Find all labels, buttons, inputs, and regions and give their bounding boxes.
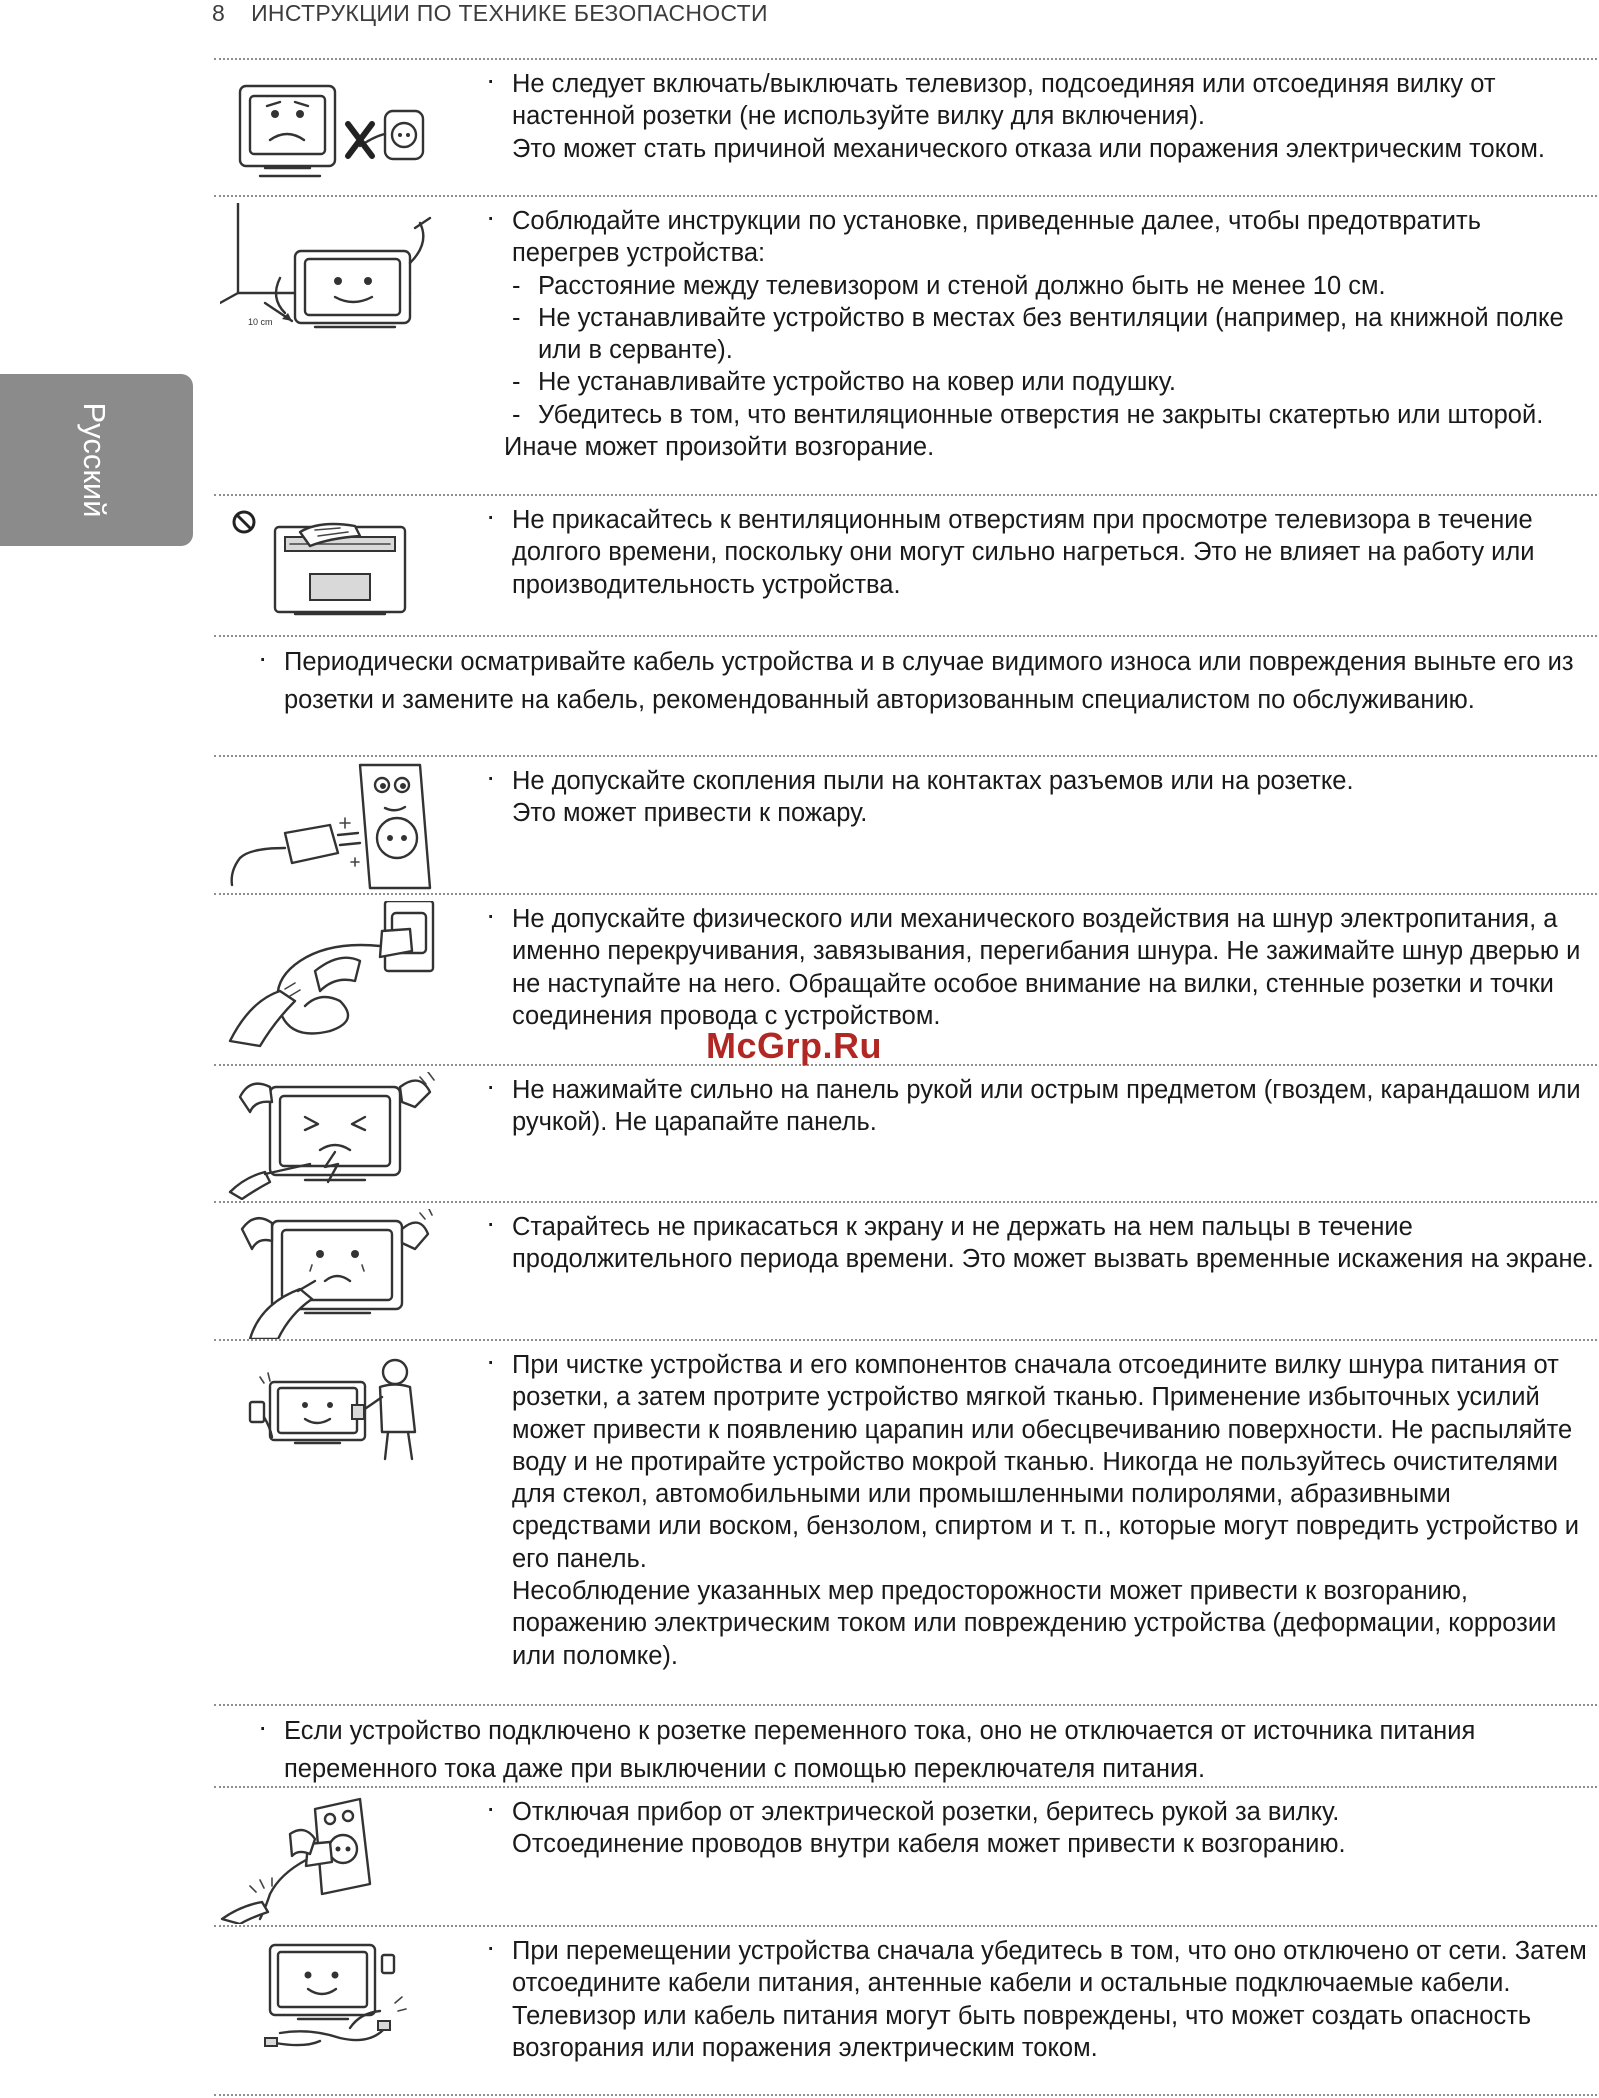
distance-label: 10 cm (248, 317, 273, 327)
warning-list-item: - Убедитесь в том, что вентиляционные отверстия не закрыты скатертью или шторой. (482, 399, 1594, 431)
safety-item-moving (214, 1927, 1597, 2094)
language-tab-label: Русский (77, 402, 112, 518)
safety-item-unplug-grip (214, 1788, 1597, 1925)
safety-item-dust (214, 757, 1597, 893)
warning-text: · При перемещении устройства сначала убедитесь в том, что оно отключено от сети. Затем отсоедините кабели питания, антенные кабели и остальные подключаемые кабели. (482, 1935, 1594, 2000)
tv-plug-warning-illustration (220, 66, 440, 191)
safety-item-ventilation-install (214, 197, 1597, 494)
cord-twisting-illustration (220, 901, 440, 1051)
watermark: McGrp.Ru (706, 1025, 883, 1066)
safety-item-cord-damage (214, 895, 1597, 1064)
warning-text: · Не допускайте скопления пыли на контактах разъемов или на розетке. (482, 765, 1594, 797)
warning-text: · Отключая прибор от электрической розетки, беритесь рукой за вилку. (482, 1796, 1594, 1828)
page-number: 8 (212, 0, 226, 26)
page-header (212, 0, 768, 30)
dusty-outlet-illustration (220, 763, 440, 891)
warning-list-item: - Расстояние между телевизором и стеной должно быть не менее 10 см. (482, 270, 1594, 302)
safety-item-vent-touch (214, 496, 1597, 635)
safety-item-screen-touch (214, 1203, 1597, 1339)
warning-text: · Не прикасайтесь к вентиляционным отверстиям при просмотре телевизора в течение долгого времени, поскольку они могут сильно нагреться. Это не влияет на работу или производительность устройства. (482, 504, 1594, 601)
safety-item-cleaning (214, 1341, 1597, 1704)
cleaning-tv-illustration (220, 1347, 440, 1462)
warning-text: Отсоединение проводов внутри кабеля может привести к возгоранию. (512, 1830, 1346, 1859)
warning-text: · Не допускайте физического или механического воздействия на шнур электропитания, а именно перекручивания, завязывания, перегибания шнура. Не зажимайте шнур дверью и не наступайте на него. Обращайте особое внимание на вилки, стенные розетки и точки соединения провода с устройством. (482, 903, 1594, 1032)
warning-text: Это может стать причиной механического отказа или поражения электрическим током. (512, 134, 1545, 163)
warning-text: Иначе может произойти возгорание. (504, 433, 935, 462)
vent-no-touch-illustration (220, 502, 440, 627)
safety-item-ac-power (214, 1706, 1597, 1786)
warning-list-item: - Не устанавливайте устройство в местах без вентиляции (например, на книжной полке или в серванте). (482, 302, 1594, 367)
warning-text: · Периодически осматривайте кабель устройства и в случае видимого износа или повреждения выньте его из розетки и замените на кабель, рекомендованный авторизованным специалистом по обслуживанию. (254, 643, 1594, 719)
finger-on-screen-illustration (220, 1209, 440, 1339)
tv-wall-distance-illustration (220, 203, 440, 343)
warning-text: · При чистке устройства и его компонентов сначала отсоедините вилку шнура питания от розетки, а затем протрите устройство мягкой тканью. Применение избыточных усилий может привести к появлению царапин или обесцвечиванию поверхности. Не распыляйте воду и не протирайте устройство мокрой тканью. Никогда не пользуйтесь очистителями для стекол, автомобильными или промышленными полиролями, абразивными средствами или воском, бензолом, спиртом и т. п., которые могут повредить устройство и его панель. (482, 1349, 1594, 1575)
panel-scratch-illustration (220, 1072, 440, 1200)
warning-text: · Не следует включать/выключать телевизор, подсоединяя или отсоединяя вилку от настенной розетки (не используйте вилку для включения). (482, 68, 1594, 133)
warning-text: Несоблюдение указанных мер предосторожности может привести к возгоранию, поражению электрическим током или повреждению устройства (деформации, коррозии или поломке). (512, 1577, 1557, 1670)
warning-text: · Старайтесь не прикасаться к экрану и не держать на нем пальцы в течение продолжительного периода времени. Это может вызвать временные искажения на экране. (482, 1211, 1594, 1276)
warning-text: · Если устройство подключено к розетке переменного тока, оно не отключается от источника питания переменного тока даже при выключении с помощью переключателя питания. (254, 1712, 1594, 1788)
language-tab (0, 374, 193, 546)
safety-item-cable-inspect (214, 637, 1597, 755)
warning-text: Это может привести к пожару. (512, 799, 868, 828)
divider (214, 2094, 1597, 2096)
unplug-by-plug-illustration (220, 1794, 440, 1924)
page-title: ИНСТРУКЦИИ ПО ТЕХНИКЕ БЕЗОПАСНОСТИ (251, 0, 768, 26)
warning-list-item: - Не устанавливайте устройство на ковер или подушку. (482, 366, 1594, 398)
safety-item-plug-switch (214, 60, 1597, 195)
disconnect-cables-illustration (220, 1933, 440, 2053)
warning-text: · Не нажимайте сильно на панель рукой или острым предметом (гвоздем, карандашом или ручкой). Не царапайте панель. (482, 1074, 1594, 1139)
safety-item-panel-press (214, 1066, 1597, 1201)
warning-text: · Соблюдайте инструкции по установке, приведенные далее, чтобы предотвратить перегрев устройства: (482, 205, 1594, 270)
warning-text: Телевизор или кабель питания могут быть повреждены, что может создать опасность возгорания или поражения электрическим током. (512, 2001, 1532, 2062)
